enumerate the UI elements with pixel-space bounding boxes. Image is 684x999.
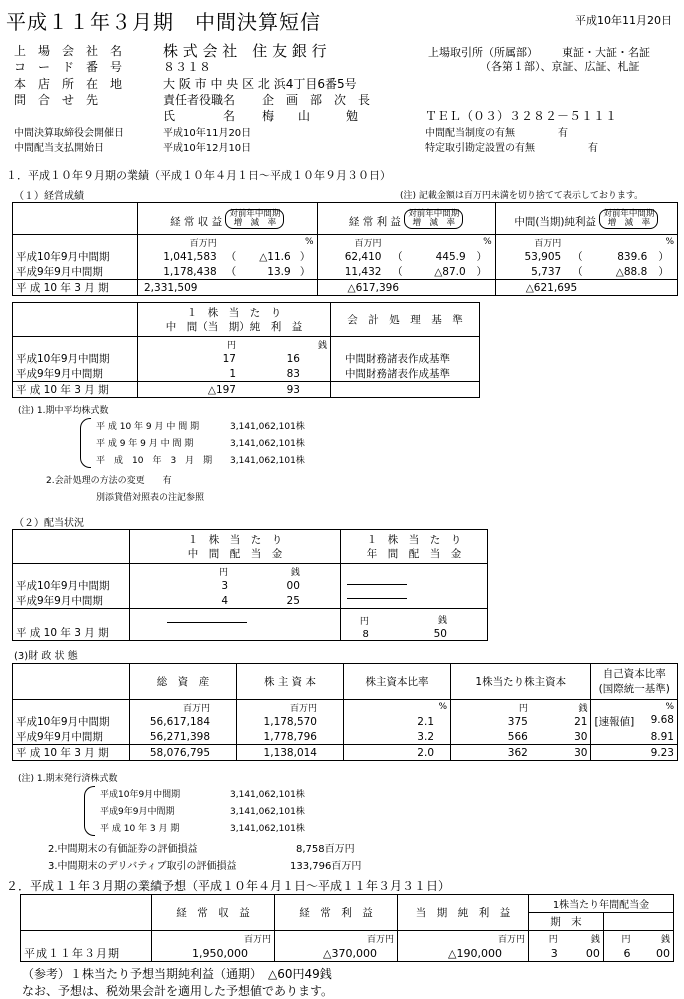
row-label: 平 成 10 年 3 月 期 [13, 745, 130, 761]
cell-value: 50 [433, 628, 447, 640]
cell-value: 30 [531, 745, 591, 761]
row-label: 平成9年9月中間期 [13, 264, 138, 280]
yoy-label: 対前年中間期 [408, 208, 460, 219]
annual-yen-cell [340, 609, 372, 641]
note-line-value: 3,141,062,101株 [230, 807, 305, 817]
col-ordinary-profit-header: 経 常 利 益 [348, 215, 401, 228]
table-row [13, 351, 480, 366]
paren-close: ） [469, 249, 496, 264]
eps-header-2: 中 間（当 期）純 利 益 [165, 320, 303, 333]
note-line-value: 3,141,062,101株 [230, 790, 305, 800]
cell-value: 8 [362, 629, 369, 640]
yoy-label-2: 増 減 率 [233, 217, 277, 228]
reference-eps: （参考）１株当たり予想当期純利益（通期） △60円49銭 [22, 967, 332, 981]
contact-title-value: 企 画 部 次 長 [262, 93, 371, 107]
paren-open: （ [392, 251, 403, 263]
note-line-label: 平 成 9 年 9 月 中 間 期 [96, 439, 194, 449]
note-line-label: 平 成 10 年 9 月 中 間 期 [96, 422, 200, 432]
results-table [12, 202, 678, 296]
section1-title: １．平成１０年９月期の業績（平成１０年４月１日～平成１０年９月３０日） [6, 169, 391, 182]
annual-sen-cell [372, 609, 488, 641]
unit-cell: 百万円 [398, 931, 529, 946]
col-equity: 株 主 資 本 [237, 664, 344, 700]
cell-pct: △87.0 [410, 264, 468, 280]
paren-close: ） [294, 249, 317, 264]
exchange-label: 上場取引所（所属部） [428, 46, 538, 59]
pay-label: 中間配当支払開始日 [14, 143, 104, 154]
unit-cell: 百万円 [138, 235, 220, 250]
cell-value: 5,737 [495, 264, 564, 280]
table-row [13, 264, 678, 280]
cell-value: 1,178,438 [138, 264, 220, 280]
forecast-col-dividend: 1株当たり年間配当金 [529, 895, 674, 913]
cell-value: 17 [138, 351, 240, 366]
yoy-label: 対前年中間期 [603, 208, 655, 219]
row-label: 平 成 10 年 3 月 期 [13, 280, 138, 296]
contact-name-value: 梅 山 勉 [262, 109, 359, 123]
cell-value: 1,041,583 [138, 249, 220, 264]
table-row [13, 593, 488, 609]
table-row [13, 382, 480, 398]
cell-value: △617,396 [317, 280, 495, 296]
report-date: 平成10年11月20日 [575, 14, 672, 27]
note-derivatives-value: 133,796百万円 [290, 861, 362, 872]
unit-cell: 銭 [231, 564, 340, 579]
row-label: 平成１１年３月期 [21, 945, 152, 962]
cell-pct: 13.9 [242, 264, 293, 280]
cell-value: 58,076,795 [130, 745, 237, 761]
paren-open: （ [572, 251, 583, 263]
note-line-label: 平成9年9月中間期 [100, 807, 175, 817]
table-row [13, 745, 678, 761]
cell-pct: 839.6 [617, 250, 648, 263]
forecast-col-revenue: 経 常 収 益 [152, 895, 275, 931]
paren-open: （ [384, 264, 410, 280]
cell-value: 9.68 [650, 714, 674, 726]
board-value: 平成10年11月20日 [163, 128, 252, 139]
cell-value: △197 [138, 382, 240, 398]
paren-open: （ [220, 264, 243, 280]
cell-value: 16 [239, 351, 330, 366]
unit-cell: 銭 [634, 931, 674, 946]
note-issued-shares: (注) 1.期末発行済株式数 [18, 774, 118, 784]
row-label: 平成9年9月中間期 [13, 366, 138, 382]
cell-pct: 445.9 [435, 250, 466, 263]
cell-value: 4 [130, 593, 232, 609]
brace [80, 418, 91, 468]
cell-pct: △11.6 [259, 250, 291, 263]
cell-value: 362 [451, 745, 531, 761]
section1-sub2: （２）配当状況 [14, 518, 84, 529]
cell-value: 00 [634, 945, 674, 962]
cell-value: 93 [239, 382, 330, 398]
pay-value: 平成10年12月10日 [163, 143, 252, 154]
unit-cell: 百万円 [152, 931, 275, 946]
table-row [13, 249, 678, 264]
row-label: 平成10年9月中間期 [13, 351, 138, 366]
yoy-label: 対前年中間期 [229, 208, 281, 219]
contact-title-label: 責任者役職名 [163, 93, 236, 107]
cell-value: 25 [231, 593, 340, 609]
note-accounting-change: 2.会計処理の方法の変更 有 [46, 476, 172, 486]
specific-value: 有 [588, 143, 598, 154]
cell-value: 83 [239, 366, 330, 382]
financial-table [12, 663, 678, 761]
unit-cell: % [650, 235, 677, 250]
cell-value: △621,695 [495, 280, 677, 296]
unit-cell: 百万円 [130, 700, 237, 715]
unit-cell: 円 [529, 931, 561, 946]
row-label: 平成10年9月中間期 [13, 249, 138, 264]
unit-cell: % [469, 235, 496, 250]
preliminary-tag: [速報値] [594, 716, 635, 728]
yoy-label-2: 増 減 率 [412, 217, 456, 228]
accounting-standard-header: 会 計 処 理 基 準 [330, 303, 479, 337]
table-row [21, 945, 674, 962]
cell-value: 8.91 [591, 729, 678, 745]
yoy-label-2: 増 減 率 [607, 217, 651, 228]
code-value: ８３１８ [163, 60, 212, 74]
cell-value: 2.1 [344, 714, 451, 729]
cell-value: △370,000 [275, 945, 398, 962]
note-line-label: 平成10年9月中間期 [100, 790, 181, 800]
col-revenue-header: 経 常 収 益 [170, 215, 223, 228]
unit-cell: 円 [130, 564, 232, 579]
note-line-value: 3,141,062,101株 [230, 456, 305, 466]
note-securities: 2.中間期末の有価証券の評価損益 [48, 844, 198, 855]
cell-value: 中間財務諸表作成基準 [330, 351, 479, 366]
unit-cell: 銭 [239, 337, 330, 352]
note-derivatives: 3.中間期末のデリバティブ取引の評価損益 [48, 861, 237, 872]
contact-name-label: 氏 名 [163, 109, 236, 123]
unit-cell: 銭 [437, 616, 447, 626]
contact-label: 問 合 せ 先 [14, 93, 99, 107]
note-line-label: 平 成 10 年 3 月 期 [96, 456, 213, 466]
unit-cell: 百万円 [275, 931, 398, 946]
table-row [13, 729, 678, 745]
section1-note: (注) 記載金額は百万円未満を切り捨てて表示しております。 [400, 191, 644, 201]
cell-value: 375 [451, 714, 531, 729]
unit-cell: 円 [359, 617, 369, 627]
forecast-col-ordinary: 経 常 利 益 [275, 895, 398, 931]
cell-value: 53,905 [495, 249, 564, 264]
paren-close: ） [650, 264, 677, 280]
cell-value [330, 382, 479, 398]
cell-value: 566 [451, 729, 531, 745]
unit-cell: 銭 [561, 931, 604, 946]
unit-cell: % [294, 235, 317, 250]
col-total-assets: 総 資 産 [130, 664, 237, 700]
table-row [13, 578, 488, 593]
unit-cell: 円 [138, 337, 240, 352]
paren-open: （ [225, 251, 237, 263]
cell-pct: △88.8 [591, 264, 651, 280]
col-bis-basis: (国際統一基準) [598, 682, 670, 695]
forecast-col-net: 当 期 純 利 益 [398, 895, 529, 931]
cell-value: 3.2 [344, 729, 451, 745]
paren-close: ） [469, 264, 496, 280]
board-label: 中間決算取締役会開催日 [14, 128, 124, 139]
div-interim-header-2: 中 間 配 当 金 [187, 547, 283, 560]
paren-open: （ [564, 264, 590, 280]
div-interim-header-1: １ 株 当 た り [187, 533, 283, 546]
cell-value: 6 [603, 945, 633, 962]
hq-label: 本 店 所 在 地 [14, 77, 123, 91]
interim-div-label: 中間配当制度の有無 [425, 128, 515, 139]
note-line-value: 3,141,062,101株 [230, 439, 305, 449]
cell-value: 00 [561, 945, 604, 962]
cell-value: 1,778,796 [237, 729, 344, 745]
row-label: 平成9年9月中間期 [13, 593, 130, 609]
section2-title: ２．平成１１年３月期の業績予想（平成１０年４月１日～平成１１年３月３１日） [6, 879, 451, 893]
cell-value: 2,331,509 [138, 280, 318, 296]
interim-div-value: 有 [558, 128, 568, 139]
section1-sub3: (3)財 政 状 態 [14, 651, 78, 662]
note-line-label: 平 成 10 年 3 月 期 [100, 824, 180, 834]
forecast-col-yearend: 期 末 [529, 913, 604, 931]
cell-value: 62,410 [317, 249, 384, 264]
brace [84, 786, 95, 836]
cell-value: 9.23 [591, 745, 678, 761]
row-label: 平 成 10 年 3 月 期 [13, 382, 138, 398]
forecast-note: なお、予想は、税効果会計を適用した予想値であります。 [22, 984, 334, 998]
unit-cell: 百万円 [237, 700, 344, 715]
code-label: コ ー ド 番 号 [14, 60, 123, 74]
note-avg-shares: (注) 1.期中平均株式数 [18, 406, 109, 416]
unit-cell: % [344, 700, 451, 715]
div-annual-header-2: 年 間 配 当 金 [366, 547, 462, 560]
unit-cell: 銭 [531, 700, 591, 715]
cell-value: 1,950,000 [152, 945, 275, 962]
row-label: 平成10年9月中間期 [13, 714, 130, 729]
cell-value: 3 [529, 945, 561, 962]
cell-value: 21 [531, 714, 591, 729]
section1-sub1: （１）経営成績 [14, 191, 84, 202]
unit-cell: 百万円 [317, 235, 384, 250]
div-annual-header-1: １ 株 当 た り [366, 533, 462, 546]
cell-value: 1,178,570 [237, 714, 344, 729]
tel: ＴＥＬ（０３）３２８２－５１１１ [425, 109, 618, 123]
col-bps: 1株当たり株主資本 [451, 664, 591, 700]
cell-value: 1,138,014 [237, 745, 344, 761]
col-equity-ratio: 株主資本比率 [344, 664, 451, 700]
paren-close: ） [650, 249, 677, 264]
col-bis-ratio: 自己資本比率 [602, 667, 666, 680]
note-securities-value: 8,758百万円 [296, 844, 355, 855]
cell-value: 56,617,184 [130, 714, 237, 729]
cell-value: 11,432 [317, 264, 384, 280]
col-net-income-header: 中間(当期)純利益 [514, 215, 597, 228]
unit-cell: % [591, 700, 678, 715]
eps-header-1: １ 株 当 た り [186, 306, 282, 319]
unit-cell: 円 [603, 931, 633, 946]
table-row [13, 609, 488, 641]
cell-value: 56,271,398 [130, 729, 237, 745]
unit-cell: 百万円 [495, 235, 564, 250]
paren-close: ） [294, 264, 317, 280]
unit-cell: 円 [451, 700, 531, 715]
cell-value: 3 [130, 578, 232, 593]
company-name-label: 上 場 会 社 名 [14, 44, 123, 58]
note-line-value: 3,141,062,101株 [230, 824, 305, 834]
cell-value: 1 [138, 366, 240, 382]
table-row [13, 280, 678, 296]
empty-dash [167, 622, 247, 623]
row-label: 平成10年9月中間期 [13, 578, 130, 593]
eps-table [12, 302, 480, 398]
hq-value: 大 阪 市 中 央 区 北 浜4丁目6番5号 [163, 77, 357, 91]
exchange-value: 東証・大証・名証 [562, 46, 650, 59]
row-label: 平成9年9月中間期 [13, 729, 130, 745]
company-name: 株 式 会 社 住 友 銀 行 [163, 42, 327, 60]
cell-value: 中間財務諸表作成基準 [330, 366, 479, 382]
exchange-value-2: （各第１部）、京証、広証、札証 [480, 60, 640, 73]
note-accounting-change-ref: 別添貸借対照表の注記参照 [96, 493, 205, 503]
cell-value: △190,000 [398, 945, 529, 962]
dividend-table [12, 529, 488, 641]
table-row [13, 366, 480, 382]
row-label: 平 成 10 年 3 月 期 [13, 609, 130, 641]
empty-dash [347, 598, 407, 599]
cell-value: 30 [531, 729, 591, 745]
empty-dash [347, 584, 407, 585]
table-row [13, 714, 678, 729]
cell-value: 00 [231, 578, 340, 593]
specific-label: 特定取引勘定設置の有無 [425, 143, 535, 154]
cell-value: 2.0 [344, 745, 451, 761]
forecast-table [20, 894, 674, 962]
note-line-value: 3,141,062,101株 [230, 422, 305, 432]
document-title: 平成１１年３月期 中間決算短信 [6, 10, 321, 34]
